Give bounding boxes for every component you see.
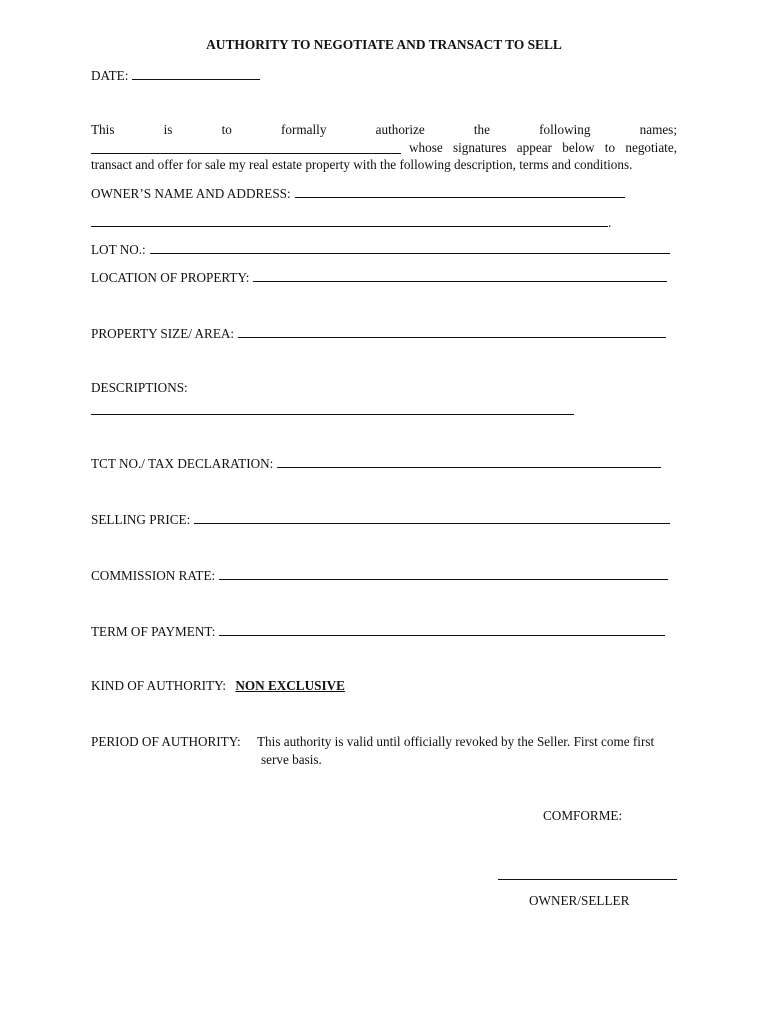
intro-line-2 [91, 141, 677, 154]
price-blank[interactable] [194, 511, 670, 524]
price-row [91, 511, 670, 526]
intro-line-2-text: whose signatures appear below to negotiate, [409, 140, 677, 155]
intro-line-1 [91, 123, 677, 136]
period-text-line-1: This authority is valid until officially revoked by the Seller. First come first [257, 734, 655, 749]
names-blank[interactable] [91, 141, 401, 154]
intro-word: formally [281, 122, 327, 137]
intro-line-3: transact and offer for sale my real estate property with the following description, terms and conditions. [91, 157, 633, 172]
period-text-line-2: serve basis. [261, 752, 322, 767]
owner-label: OWNER’S NAME AND ADDRESS: [91, 186, 291, 201]
kind-value: NON EXCLUSIVE [235, 678, 345, 693]
intro-word: the [473, 122, 490, 137]
tct-label: TCT NO./ TAX DECLARATION: [91, 456, 274, 471]
lot-row [91, 241, 670, 256]
intro-word: following [539, 122, 591, 137]
descriptions-row [91, 402, 574, 417]
descriptions-blank[interactable] [91, 402, 574, 415]
period-label: PERIOD OF AUTHORITY: [91, 734, 241, 749]
tct-row [91, 455, 661, 470]
kind-row [91, 679, 345, 692]
descriptions-label: DESCRIPTIONS: [91, 380, 188, 395]
owner-row [91, 185, 625, 200]
commission-row [91, 567, 668, 582]
commission-label: COMMISSION RATE: [91, 568, 216, 583]
payment-row [91, 623, 665, 638]
date-label: DATE: [91, 68, 129, 83]
date-blank[interactable] [132, 67, 260, 80]
payment-blank[interactable] [219, 623, 665, 636]
owner-seller-label: OWNER/SELLER [529, 893, 630, 908]
signature-row [498, 867, 677, 882]
intro-word: to [221, 122, 232, 137]
lot-blank[interactable] [150, 241, 670, 254]
size-row [91, 325, 666, 340]
date-row [91, 67, 260, 82]
payment-label: TERM OF PAYMENT: [91, 624, 216, 639]
lot-label: LOT NO.: [91, 242, 146, 257]
location-row [91, 269, 667, 284]
intro-word: authorize [375, 122, 425, 137]
size-label: PROPERTY SIZE/ AREA: [91, 326, 235, 341]
kind-label: KIND OF AUTHORITY: [91, 678, 227, 693]
period-mark: . [608, 215, 612, 230]
location-blank[interactable] [253, 269, 667, 282]
conforme-label: COMFORME: [543, 808, 623, 823]
signature-blank[interactable] [498, 867, 677, 880]
commission-blank[interactable] [219, 567, 668, 580]
intro-word: This [91, 122, 115, 137]
price-label: SELLING PRICE: [91, 512, 191, 527]
tct-blank[interactable] [277, 455, 661, 468]
document-title: AUTHORITY TO NEGOTIATE AND TRANSACT TO SELL [206, 37, 562, 52]
size-blank[interactable] [238, 325, 666, 338]
owner-row-2 [91, 214, 611, 229]
owner-blank[interactable] [295, 185, 625, 198]
intro-word: names; [639, 122, 677, 137]
owner-blank-2[interactable] [91, 214, 608, 227]
location-label: LOCATION OF PROPERTY: [91, 270, 250, 285]
intro-word: is [163, 122, 173, 137]
